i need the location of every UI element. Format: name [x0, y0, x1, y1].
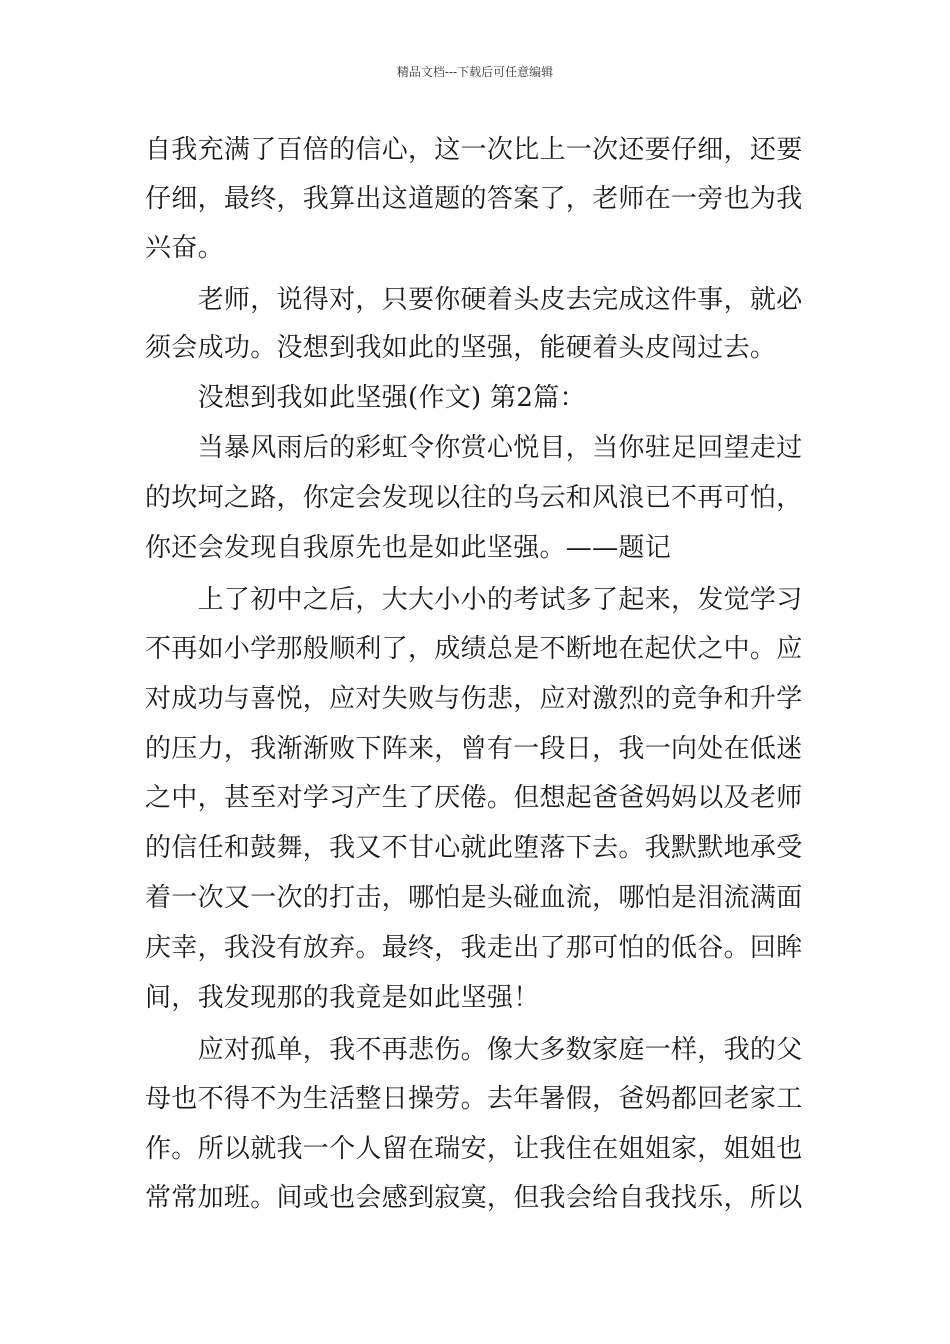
- text-line: 之中，甚至对学习产生了厌倦。但想起爸爸妈妈以及老师: [145, 783, 803, 813]
- section-heading: 没想到我如此坚强(作文) 第2篇：: [145, 383, 586, 413]
- text-line: 对成功与喜悦，应对失败与伤悲，应对激烈的竞争和升学: [145, 684, 803, 714]
- text-line: 应对孤单，我不再悲伤。像大多数家庭一样，我的父: [145, 1035, 803, 1065]
- page-header: 精品文档---下载后可任意编辑: [396, 65, 554, 79]
- text-line: 不再如小学那般顺利了，成绩总是不断地在起伏之中。应: [145, 634, 803, 664]
- text-line: 着一次又一次的打击，哪怕是头碰血流，哪怕是泪流满面: [145, 883, 803, 913]
- text-line: 母也不得不为生活整日操劳。去年暑假，爸妈都回老家工: [145, 1084, 803, 1114]
- text-line: 须会成功。没想到我如此的坚强，能硬着头皮闯过去。: [145, 333, 777, 363]
- text-line: 上了初中之后，大大小小的考试多了起来，发觉学习: [145, 585, 803, 615]
- text-line: 的压力，我渐渐败下阵来，曾有一段日，我一向处在低迷: [145, 734, 803, 764]
- text-line: 仔细，最终，我算出这道题的答案了，老师在一旁也为我: [145, 184, 803, 214]
- text-line: 常常加班。间或也会感到寂寞，但我会给自我找乐，所以: [145, 1183, 803, 1213]
- text-line: 自我充满了百倍的信心，这一次比上一次还要仔细，还要: [145, 135, 803, 165]
- text-line: 的信任和鼓舞，我又不甘心就此堕落下去。我默默地承受: [145, 833, 803, 863]
- text-line: 你还会发现自我原先也是如此坚强。——题记: [145, 533, 672, 563]
- text-line: 的坎坷之路，你定会发现以往的乌云和风浪已不再可怕，: [145, 483, 803, 513]
- text-line: 兴奋。: [145, 233, 224, 263]
- text-line: 庆幸，我没有放弃。最终，我走出了那可怕的低谷。回眸: [145, 933, 803, 963]
- text-line: 间，我发现那的我竟是如此坚强！: [145, 983, 540, 1013]
- text-line: 老师，说得对，只要你硬着头皮去完成这件事，就必: [145, 285, 803, 315]
- text-line: 当暴风雨后的彩虹令你赏心悦目，当你驻足回望走过: [145, 433, 803, 463]
- text-line: 作。所以就我一个人留在瑞安，让我住在姐姐家，姐姐也: [145, 1134, 803, 1164]
